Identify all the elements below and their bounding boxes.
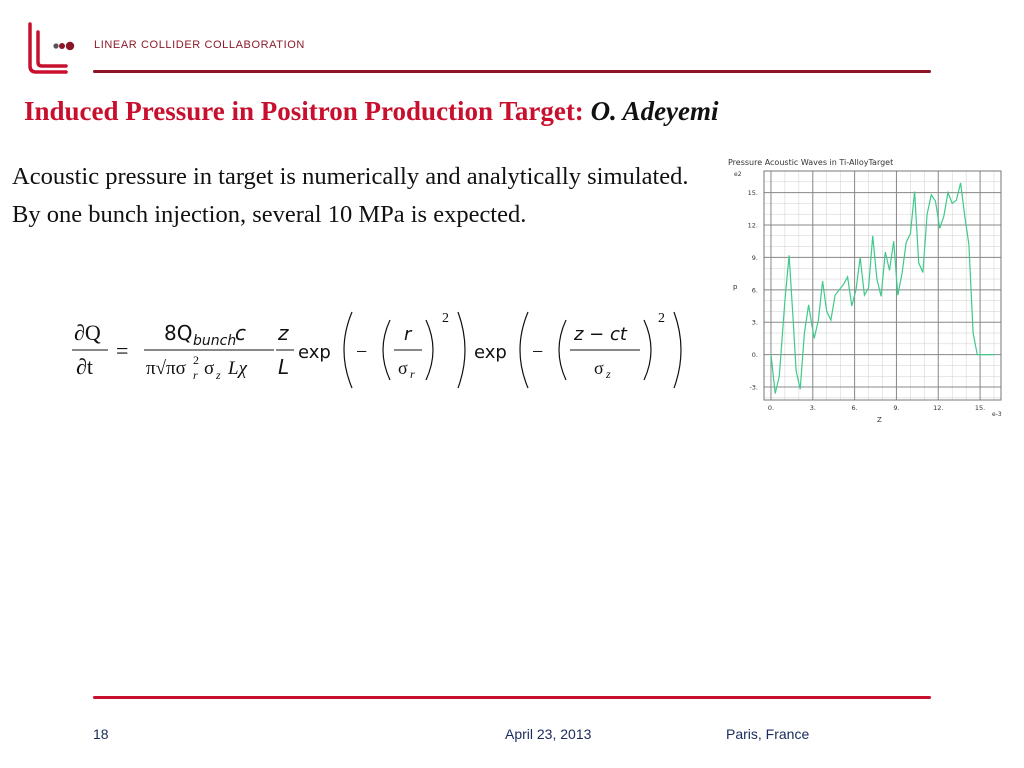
- formula-minus-2: −: [532, 341, 544, 363]
- chart-x-tick-label: 12.: [933, 404, 944, 412]
- formula-power-1: 2: [442, 311, 449, 326]
- formula-sigma-z: σ: [594, 358, 604, 378]
- chart-y-tick-label: 6.: [751, 286, 758, 295]
- formula-r: r: [404, 324, 412, 345]
- footer-divider: [93, 696, 931, 699]
- formula-sub-z: z: [606, 367, 611, 381]
- formula-z: z: [278, 321, 289, 345]
- header-divider: [93, 70, 931, 73]
- formula-den-r: r: [193, 368, 198, 382]
- chart-y-tick-label: 3.: [751, 318, 758, 327]
- formula-L: L: [278, 355, 290, 379]
- formula-power-2: 2: [658, 311, 665, 326]
- slide-title: [24, 96, 719, 127]
- chart-x-tick-label: 6.: [851, 404, 858, 412]
- formula-den-sigma: σ: [204, 358, 215, 379]
- formula-den-z: z: [216, 368, 221, 382]
- organization-name: LINEAR COLLIDER COLLABORATION: [94, 39, 305, 51]
- formula-den-sq: 2: [193, 353, 199, 367]
- slide-body: [12, 158, 702, 233]
- chart-y-tick-label: 0.: [751, 351, 758, 360]
- formula-exp-2: exp: [474, 342, 507, 363]
- formula-z-ct: z − ct: [574, 324, 627, 345]
- formula-den: π√πσ: [146, 358, 186, 379]
- formula-exp-1: exp: [298, 342, 331, 363]
- formula-num-sub: bunch: [193, 333, 237, 349]
- lcc-logo: [20, 22, 76, 76]
- chart-y-tick-label: -3.: [749, 383, 758, 392]
- formula-sub-r: r: [410, 367, 415, 381]
- page-number: 18: [93, 726, 109, 742]
- formula-num-a: 8Q: [164, 321, 193, 345]
- title-main: Induced Pressure in Positron Production Target:: [24, 96, 591, 126]
- formula-lhs-den: ∂t: [76, 354, 93, 379]
- footer-location: Paris, France: [726, 726, 810, 742]
- chart-x-tick-label: 3.: [809, 404, 816, 412]
- chart-title: Pressure Acoustic Waves in Ti-AlloyTarget: [728, 158, 894, 167]
- chart-x-tick-label: 15.: [974, 404, 986, 412]
- chart-y-tick-label: 9.: [751, 253, 758, 262]
- pressure-wave-chart: [724, 154, 1014, 426]
- footer-date: April 23, 2013: [505, 726, 592, 742]
- formula-sigma-r: σ: [398, 358, 408, 378]
- chart-x-tick-label: 9.: [893, 404, 900, 412]
- chart-y-tick-label: 15.: [747, 189, 758, 198]
- formula-den-lchi: Lχ: [228, 358, 247, 379]
- chart-y-multiplier: e2: [734, 171, 742, 178]
- chart-x-tick-label: 0.: [767, 404, 775, 412]
- formula-num-b: c: [235, 321, 246, 345]
- formula-lhs-num: ∂Q: [74, 320, 101, 345]
- formula-equals: =: [116, 338, 129, 363]
- chart-y-label: p: [733, 283, 738, 291]
- title-author: O. Adeyemi: [590, 96, 719, 126]
- body-line: By one bunch injection, several 10 MPa is expected.: [12, 200, 527, 228]
- chart-x-multiplier: e-3: [992, 411, 1002, 418]
- formula-minus-1: −: [356, 341, 368, 363]
- body-line: Acoustic pressure in target is numerically and analytically simulated.: [12, 163, 689, 190]
- chart-y-tick-label: 12.: [747, 221, 758, 230]
- chart-x-label: Z: [877, 416, 882, 424]
- pressure-formula: [60, 306, 700, 400]
